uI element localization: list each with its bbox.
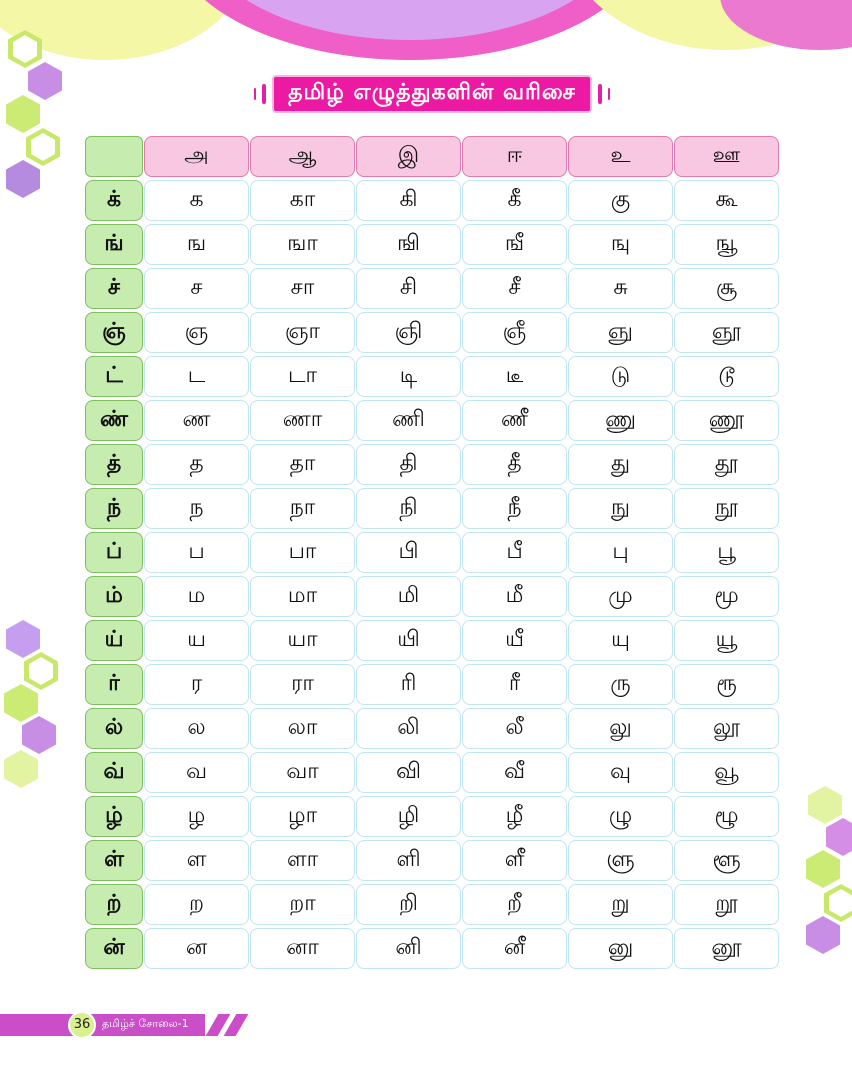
letter-cell: ச	[144, 268, 249, 309]
letter-cell: ரி	[356, 664, 461, 705]
letter-cell: கா	[250, 180, 355, 221]
vowel-header: அ	[144, 136, 249, 177]
table-row	[85, 576, 780, 618]
table-row	[85, 928, 780, 970]
letter-cell: யு	[568, 620, 673, 661]
letter-cell: ற	[144, 884, 249, 925]
table-row	[85, 796, 780, 838]
letter-cell: றா	[250, 884, 355, 925]
consonant-header: ந்	[85, 488, 143, 529]
letter-cell: னீ	[462, 928, 567, 969]
consonant-header: ஞ்	[85, 312, 143, 353]
title-deco-bar	[608, 88, 610, 100]
letter-cell: ணூ	[674, 400, 779, 441]
hex-decoration	[4, 750, 38, 788]
letter-cell: ளூ	[674, 840, 779, 881]
page-title-banner	[232, 74, 632, 114]
letter-cell: டி	[356, 356, 461, 397]
letter-table	[85, 136, 780, 972]
hex-decoration	[806, 850, 840, 888]
consonant-header: ய்	[85, 620, 143, 661]
letter-cell: றி	[356, 884, 461, 925]
vowel-header: ஈ	[462, 136, 567, 177]
table-row	[85, 444, 780, 486]
consonant-header: ப்	[85, 532, 143, 573]
book-title: தமிழ்ச் சோலை-1	[102, 1017, 189, 1030]
letter-cell: ழு	[568, 796, 673, 837]
hex-decoration	[826, 818, 852, 856]
consonant-header: ழ்	[85, 796, 143, 837]
letter-cell: ங	[144, 224, 249, 265]
letter-cell: வ	[144, 752, 249, 793]
letter-cell: ஙு	[568, 224, 673, 265]
letter-cell: சா	[250, 268, 355, 309]
letter-cell: னூ	[674, 928, 779, 969]
letter-cell: சூ	[674, 268, 779, 309]
letter-cell: ள	[144, 840, 249, 881]
letter-cell: மீ	[462, 576, 567, 617]
table-row	[85, 488, 780, 530]
title-deco-bar	[598, 84, 602, 104]
table-row	[85, 884, 780, 926]
vowel-header: உ	[568, 136, 673, 177]
consonant-header: த்	[85, 444, 143, 485]
letter-cell: லு	[568, 708, 673, 749]
consonant-header: ச்	[85, 268, 143, 309]
table-row	[85, 400, 780, 442]
letter-cell: வி	[356, 752, 461, 793]
letter-cell: ர	[144, 664, 249, 705]
letter-cell: சி	[356, 268, 461, 309]
letter-cell: பு	[568, 532, 673, 573]
letter-cell: லி	[356, 708, 461, 749]
title-deco-bar	[254, 88, 256, 100]
letter-cell: ழ	[144, 796, 249, 837]
letter-cell: பா	[250, 532, 355, 573]
letter-cell: லீ	[462, 708, 567, 749]
table-row	[85, 620, 780, 662]
letter-cell: நு	[568, 488, 673, 529]
letter-cell: ழா	[250, 796, 355, 837]
table-row	[85, 224, 780, 266]
letter-cell: ரு	[568, 664, 673, 705]
letter-cell: னா	[250, 928, 355, 969]
table-row	[85, 708, 780, 750]
consonant-header: வ்	[85, 752, 143, 793]
letter-cell: னு	[568, 928, 673, 969]
letter-cell: டா	[250, 356, 355, 397]
vowel-header: ஆ	[250, 136, 355, 177]
hex-decoration	[4, 684, 38, 722]
letter-cell: மு	[568, 576, 673, 617]
letter-cell: தா	[250, 444, 355, 485]
letter-cell: ளா	[250, 840, 355, 881]
table-row	[85, 752, 780, 794]
page-number: 36	[68, 1011, 96, 1039]
letter-cell: து	[568, 444, 673, 485]
letter-cell: ழீ	[462, 796, 567, 837]
letter-cell: ணா	[250, 400, 355, 441]
hex-decoration	[808, 786, 842, 824]
table-body	[85, 180, 780, 970]
table-row	[85, 840, 780, 882]
letter-cell: ளு	[568, 840, 673, 881]
table-row	[85, 664, 780, 706]
letter-cell: ய	[144, 620, 249, 661]
letter-cell: ஙி	[356, 224, 461, 265]
hex-decoration	[6, 95, 40, 133]
letter-cell: வு	[568, 752, 673, 793]
letter-cell: ப	[144, 532, 249, 573]
consonant-header: ற்	[85, 884, 143, 925]
letter-cell: ஞூ	[674, 312, 779, 353]
letter-cell: நா	[250, 488, 355, 529]
table-header-row	[85, 136, 780, 178]
hex-decoration	[28, 62, 62, 100]
letter-cell: றீ	[462, 884, 567, 925]
letter-cell: சு	[568, 268, 673, 309]
letter-cell: ணி	[356, 400, 461, 441]
hex-decoration	[806, 916, 840, 954]
letter-cell: லூ	[674, 708, 779, 749]
letter-cell: க	[144, 180, 249, 221]
consonant-header: ம்	[85, 576, 143, 617]
letter-cell: யீ	[462, 620, 567, 661]
letter-cell: யா	[250, 620, 355, 661]
table-row	[85, 532, 780, 574]
letter-cell: ண	[144, 400, 249, 441]
letter-cell: கி	[356, 180, 461, 221]
letter-cell: பீ	[462, 532, 567, 573]
table-row	[85, 180, 780, 222]
table-corner-cell	[85, 136, 143, 177]
consonant-header: ன்	[85, 928, 143, 969]
letter-cell: ரூ	[674, 664, 779, 705]
letter-cell: றூ	[674, 884, 779, 925]
letter-cell: நீ	[462, 488, 567, 529]
letter-cell: ரா	[250, 664, 355, 705]
letter-cell: வூ	[674, 752, 779, 793]
letter-cell: ஞ	[144, 312, 249, 353]
letter-cell: த	[144, 444, 249, 485]
letter-cell: பூ	[674, 532, 779, 573]
hex-decoration	[26, 128, 60, 166]
letter-cell: ளீ	[462, 840, 567, 881]
consonant-header: ள்	[85, 840, 143, 881]
consonant-header: ர்	[85, 664, 143, 705]
letter-cell: டீ	[462, 356, 567, 397]
letter-cell: ஙா	[250, 224, 355, 265]
table-row	[85, 268, 780, 310]
letter-cell: கு	[568, 180, 673, 221]
page-title: தமிழ் எழுத்துகளின் வரிசை	[272, 75, 592, 113]
letter-cell: ணு	[568, 400, 673, 441]
letter-cell: னி	[356, 928, 461, 969]
page-footer	[0, 1006, 852, 1068]
letter-cell: டூ	[674, 356, 779, 397]
letter-cell: ம	[144, 576, 249, 617]
letter-cell: யூ	[674, 620, 779, 661]
consonant-header: ட்	[85, 356, 143, 397]
letter-cell: ணீ	[462, 400, 567, 441]
hex-decoration	[6, 160, 40, 198]
consonant-header: ல்	[85, 708, 143, 749]
letter-cell: ஞு	[568, 312, 673, 353]
table-row	[85, 356, 780, 398]
letter-cell: மா	[250, 576, 355, 617]
letter-cell: டு	[568, 356, 673, 397]
letter-cell: ன	[144, 928, 249, 969]
letter-cell: கூ	[674, 180, 779, 221]
letter-cell: ல	[144, 708, 249, 749]
letter-cell: ந	[144, 488, 249, 529]
letter-cell: ரீ	[462, 664, 567, 705]
hex-decoration	[824, 884, 852, 922]
consonant-header: ண்	[85, 400, 143, 441]
hex-decoration	[6, 620, 40, 658]
letter-cell: ழூ	[674, 796, 779, 837]
letter-cell: வா	[250, 752, 355, 793]
letter-cell: லா	[250, 708, 355, 749]
letter-cell: நி	[356, 488, 461, 529]
hex-decoration	[24, 652, 58, 690]
letter-cell: தூ	[674, 444, 779, 485]
letter-cell: தீ	[462, 444, 567, 485]
letter-cell: ளி	[356, 840, 461, 881]
letter-cell: தி	[356, 444, 461, 485]
consonant-header: க்	[85, 180, 143, 221]
hex-decoration	[22, 716, 56, 754]
vowel-header: இ	[356, 136, 461, 177]
letter-cell: நூ	[674, 488, 779, 529]
letter-cell: பி	[356, 532, 461, 573]
letter-cell: சீ	[462, 268, 567, 309]
letter-cell: ஙூ	[674, 224, 779, 265]
letter-cell: று	[568, 884, 673, 925]
letter-cell: ழி	[356, 796, 461, 837]
consonant-header: ங்	[85, 224, 143, 265]
letter-cell: ஞி	[356, 312, 461, 353]
letter-cell: ட	[144, 356, 249, 397]
letter-cell: மி	[356, 576, 461, 617]
letter-cell: வீ	[462, 752, 567, 793]
vowel-header: ஊ	[674, 136, 779, 177]
letter-cell: ஞா	[250, 312, 355, 353]
letter-cell: ஞீ	[462, 312, 567, 353]
table-row	[85, 312, 780, 354]
letter-cell: ஙீ	[462, 224, 567, 265]
title-deco-bar	[262, 84, 266, 104]
letter-cell: கீ	[462, 180, 567, 221]
letter-cell: மூ	[674, 576, 779, 617]
letter-cell: யி	[356, 620, 461, 661]
